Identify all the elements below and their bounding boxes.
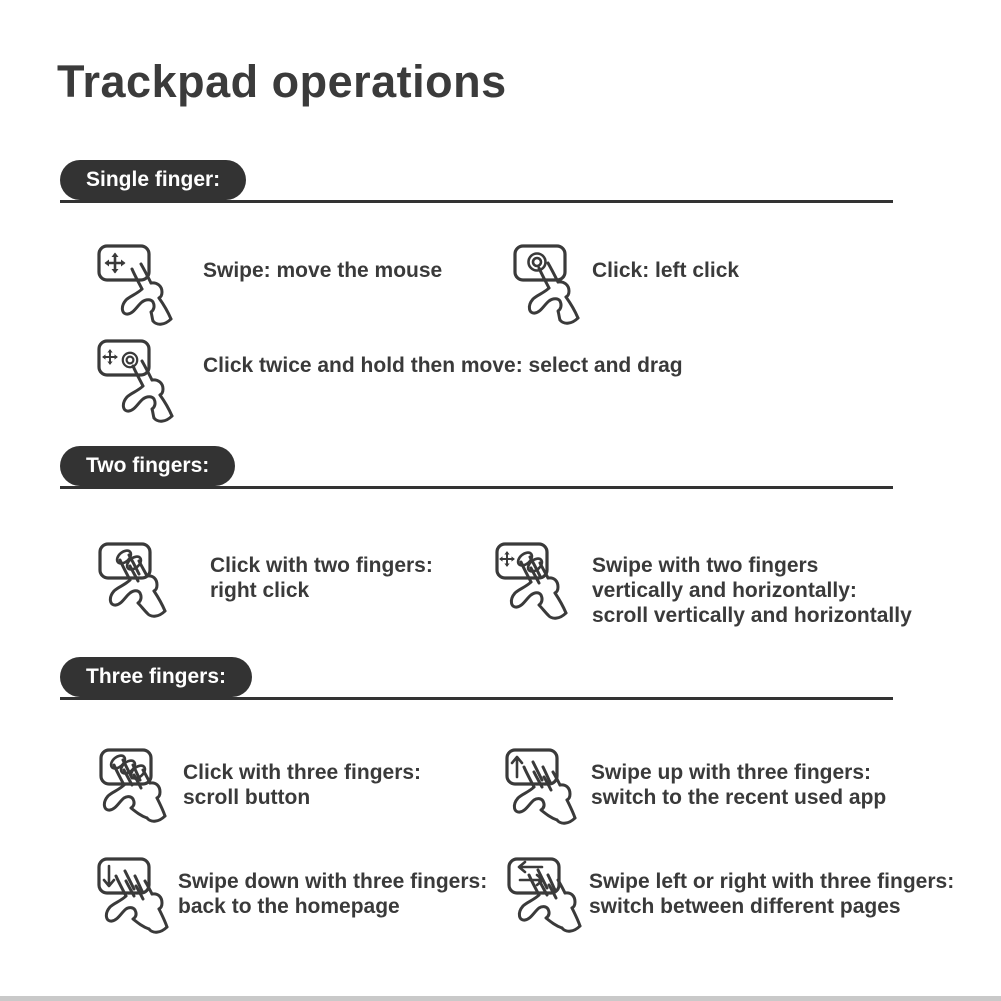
gesture-item [97,540,197,630]
gesture-description: vertically and horizontally: [592,579,857,602]
gesture-description: Swipe up with three fingers: [591,761,872,784]
double-click-drag-icon [96,337,196,427]
gesture-item [96,337,196,427]
gesture-description: Click with three fingers: [183,761,422,784]
section-header-three-fingers [60,657,893,700]
gesture-description: scroll vertically and horizontally [592,604,912,627]
section-header-two-fingers [60,446,893,489]
swipe-move-icon [96,242,196,332]
click-tap-icon [512,242,612,332]
three-finger-swipe-up-icon [504,746,604,836]
section-pill-single-finger: Single finger: [60,160,246,200]
gesture-description: Click twice and hold then move: select and drag [203,354,683,377]
section-header-single-finger [60,160,893,203]
gesture-description: switch between different pages [589,895,901,918]
two-finger-swipe-icon [494,540,594,630]
gesture-description: Swipe down with three fingers: [178,870,488,893]
section-pill-three-fingers: Three fingers: [60,657,252,697]
two-finger-click-icon [97,540,197,630]
bottom-divider-bar [0,996,1001,1001]
gesture-description: back to the homepage [178,895,400,918]
gesture-description: Swipe with two fingers [592,554,819,577]
gesture-item [96,242,196,332]
gesture-item [504,746,604,836]
gesture-description: Click: left click [592,259,740,282]
gesture-item [512,242,612,332]
gesture-description: Click with two fingers: [210,554,433,577]
gesture-description: switch to the recent used app [591,786,887,809]
gesture-description: scroll button [183,786,311,809]
gesture-description: right click [210,579,310,602]
section-pill-two-fingers: Two fingers: [60,446,235,486]
gesture-description: Swipe: move the mouse [203,259,443,282]
gesture-item [494,540,594,630]
gesture-description: Swipe left or right with three fingers: [589,870,955,893]
page-title: Trackpad operations [57,56,507,107]
